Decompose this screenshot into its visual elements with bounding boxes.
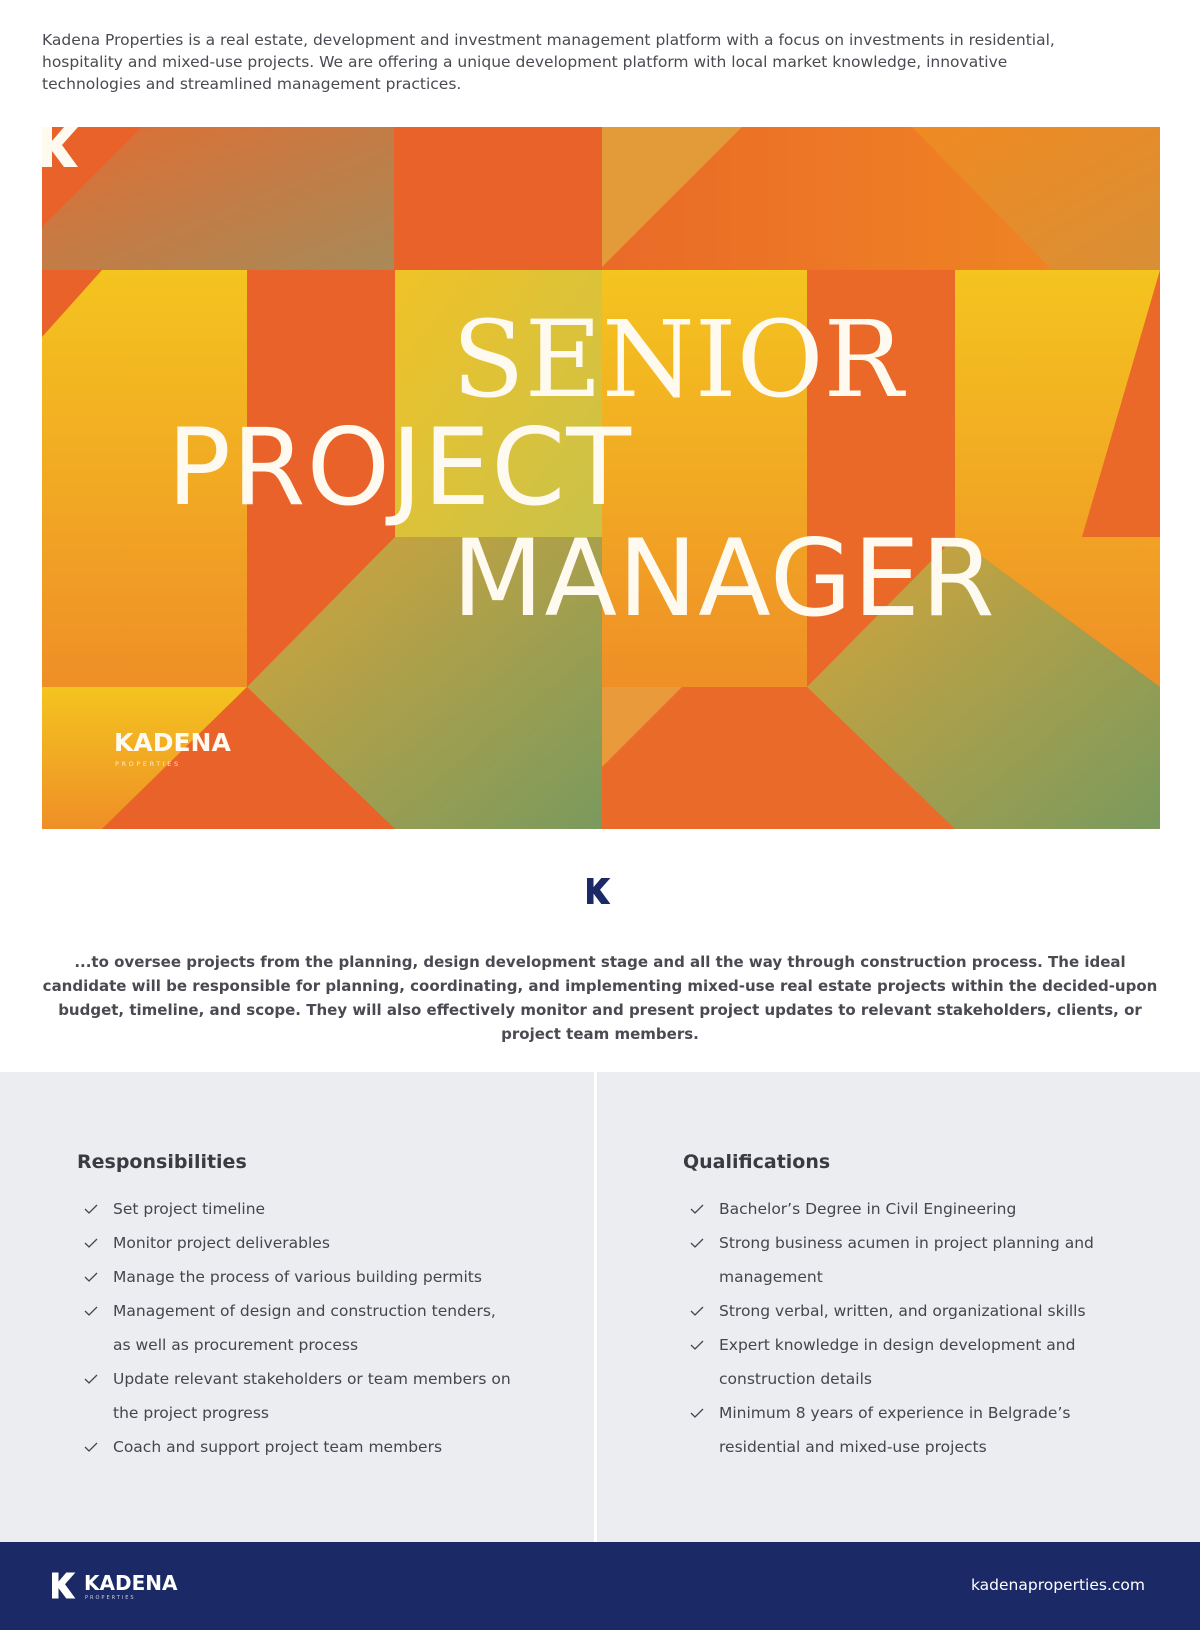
check-icon [84,1260,98,1294]
hero-brand-subtitle: PROPERTIES [115,760,181,768]
check-icon [690,1328,704,1362]
intro-paragraph: Kadena Properties is a real estate, development and investment management platform with a focus on investments in residential, hospitality and mixed-use projects. We are offering a unique development platform with local market knowledge, innovative technologies and streamlined management practices. [42,31,1055,93]
check-icon [690,1226,704,1260]
hero-title-line-3: MANAGER [452,517,996,640]
footer-brand-wordmark: KADENA [84,1571,178,1595]
list-item: Management of design and construction tenders, as well as procurement process [77,1294,517,1362]
list-item: Strong verbal, written, and organizational skills [683,1294,1123,1328]
kadena-k-divider-icon [587,877,613,905]
hero-brand-wordmark: KADENA [114,728,231,757]
list-item: Monitor project deliverables [77,1226,517,1260]
check-icon [690,1396,704,1430]
check-icon [84,1294,98,1328]
list-item: Manage the process of various building permits [77,1260,517,1294]
check-icon [84,1226,98,1260]
list-item: Expert knowledge in design development and construction details [683,1328,1123,1396]
details-panels [0,1072,1200,1542]
hero-title-line-1: SENIOR [452,298,904,421]
qualifications-list [683,1192,1123,1464]
list-item: Coach and support project team members [77,1430,517,1464]
check-icon [84,1430,98,1464]
footer [0,1542,1200,1630]
list-item: Set project timeline [77,1192,517,1226]
kadena-k-footer-icon [52,1572,78,1599]
check-icon [690,1192,704,1226]
qualifications-title: Qualifications [683,1151,831,1173]
check-icon [84,1192,98,1226]
qualifications-panel [597,1072,1200,1542]
list-item: Minimum 8 years of experience in Belgrade’s residential and mixed-use projects [683,1396,1123,1464]
check-icon [84,1362,98,1396]
footer-brand-subtitle: PROPERTIES [85,1595,136,1601]
responsibilities-list [77,1192,517,1464]
role-summary: ...to oversee projects from the planning, design development stage and all the way through construction process. The ideal candidate will be responsible for planning, coordinating, and implementing mixed-use real estate projects within the decided-upon budget, timeline, and scope. They will also effectively monitor and present project updates to relevant stakeholders, clients, or project team members. [42,953,1158,1043]
list-item: Bachelor’s Degree in Civil Engineering [683,1192,1123,1226]
list-item: Strong business acumen in project planning and management [683,1226,1123,1294]
hero-banner [42,127,1160,829]
hero-title-line-2: PROJECT [167,406,633,529]
website-link[interactable]: kadenaproperties.com [970,1576,1145,1594]
kadena-k-logo-icon [42,127,82,167]
check-icon [690,1294,704,1328]
responsibilities-panel [0,1072,594,1542]
list-item: Update relevant stakeholders or team members on the project progress [77,1362,517,1430]
responsibilities-title: Responsibilities [77,1151,247,1173]
